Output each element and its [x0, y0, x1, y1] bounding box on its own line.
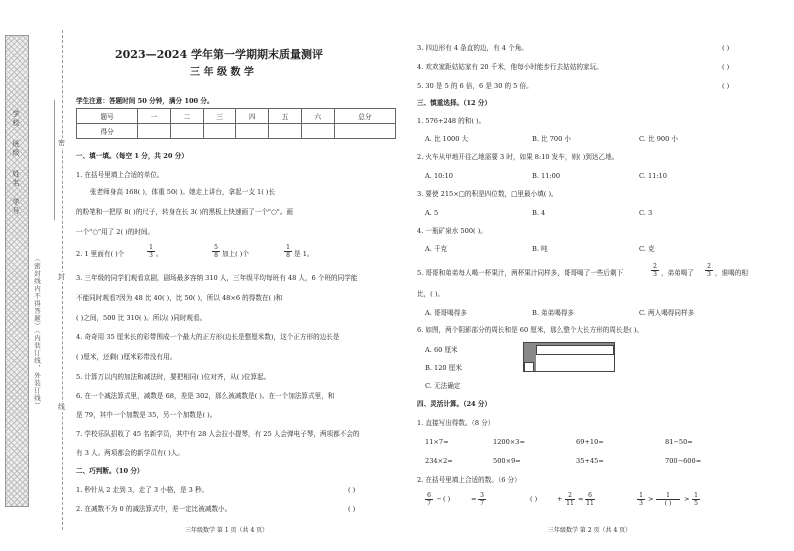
- q1-line-1: 张老师身高 168( )，体重 50( )。她走上讲台，拿起一支 1( )长: [90, 188, 276, 196]
- fraction-denominator: 11: [586, 500, 594, 507]
- choice-5-part-b: ，弟弟喝了: [661, 269, 694, 277]
- judge-3: 3. 四边形有 4 条直的边，有 4 个角。: [417, 44, 528, 52]
- choice-1: 1. 576+248 的和( )。: [417, 117, 486, 125]
- score-header-cell: 三: [203, 109, 236, 124]
- score-header-cell: 二: [170, 109, 203, 124]
- corner-square: [524, 362, 534, 372]
- fraction-denominator: 7: [478, 499, 486, 507]
- choice-5-line-2: 比，( )。: [417, 290, 445, 298]
- section-3-title: 三、慎重选择。（12 分）: [417, 99, 492, 107]
- fraction-numerator: 1: [666, 492, 670, 499]
- score-header-cell: 四: [236, 109, 269, 124]
- choice-4-option-c[interactable]: C. 克: [639, 245, 655, 253]
- fraction-denominator: 5: [692, 499, 700, 507]
- fraction-denominator: 3: [147, 251, 155, 259]
- q4-line-1: 4. 奇奇用 35 厘米长的彩带围成一个最大的正方形(边长是整厘米数)，这个正方形的边长是: [76, 333, 340, 341]
- q7-line-1: 7. 学校乐队招收了 45 名新学员，其中有 28 人会拉小提琴，有 25 人会弹电子琴，两项都不会的: [76, 430, 360, 438]
- choice-4-option-a[interactable]: A. 千克: [425, 245, 448, 253]
- fraction-denominator: 8: [284, 251, 292, 259]
- fraction-numerator: 1: [694, 492, 698, 499]
- label-number: 学 号: [12, 198, 20, 215]
- choice-6-option-a[interactable]: A. 60 厘米: [425, 346, 458, 354]
- fraction-denominator: 3: [651, 270, 659, 278]
- calc-item[interactable]: 11×7=: [425, 438, 449, 446]
- fraction-6-7: [425, 492, 433, 507]
- score-header-cell: 总分: [334, 109, 395, 124]
- white-inner-top: [536, 345, 614, 355]
- fraction-1-3: [637, 492, 645, 507]
- score-row-label: 得分: [77, 124, 138, 139]
- choice-6-option-c[interactable]: C. 无法确定: [425, 382, 461, 390]
- judge-2-answer[interactable]: ( ): [348, 505, 356, 513]
- rectangle-figure: [523, 342, 615, 372]
- binding-strip: [5, 35, 29, 507]
- seal-char-2: 封: [58, 273, 65, 281]
- calc-1-title: 1. 直接写出得数。（8 分）: [417, 419, 495, 427]
- judge-5-answer[interactable]: ( ): [722, 82, 730, 90]
- calc-item[interactable]: 35+45=: [576, 457, 604, 465]
- score-cell[interactable]: [170, 124, 203, 139]
- fill-area[interactable]: [30, 100, 55, 220]
- fraction-numerator: 1: [639, 492, 643, 499]
- section-1-title: 一、填一填。（每空 1 分，共 20 分）: [76, 152, 188, 160]
- choice-2-option-b[interactable]: B. 11:00: [532, 172, 561, 180]
- calc-item[interactable]: 81−50=: [665, 438, 693, 446]
- fraction-1-3: [147, 244, 155, 259]
- calc-2-title: 2. 在括号里填上合适的数。（6 分）: [417, 476, 521, 484]
- score-header-cell: 五: [269, 109, 302, 124]
- fraction-denominator: 7: [425, 499, 433, 507]
- choice-3-option-b[interactable]: B. 4: [532, 209, 546, 217]
- fraction-2-3: [651, 263, 659, 278]
- label-class: 班 级: [12, 140, 20, 157]
- fraction-fill-1[interactable]: [425, 492, 525, 510]
- minus-sign: −: [436, 495, 442, 503]
- fraction-fill-2[interactable]: [530, 492, 630, 510]
- page-2-footer: 三年级数学 第 2 页（共 4 页）: [548, 527, 632, 534]
- fraction-numerator: 1: [286, 244, 290, 251]
- q2-part-c: 加上( )个: [222, 250, 250, 258]
- fraction-numerator: 5: [214, 244, 218, 251]
- label-name: 姓 名: [12, 170, 20, 187]
- section-4-title: 四、灵活计算。（24 分）: [417, 400, 492, 408]
- score-cell[interactable]: [334, 124, 395, 139]
- fraction-numerator: 2: [707, 263, 711, 270]
- choice-1-option-b[interactable]: B. 比 700 小: [532, 135, 572, 143]
- q6-line-2: 是 79，其中一个加数是 35，另一个加数是( )。: [76, 411, 217, 419]
- choice-2-option-a[interactable]: A. 10:10: [425, 172, 453, 180]
- fraction-numerator: 6: [427, 492, 431, 499]
- choice-1-option-c[interactable]: C. 比 900 小: [639, 135, 678, 143]
- score-cell[interactable]: [301, 124, 334, 139]
- choice-5-part-c: ，谁喝的相: [715, 269, 748, 277]
- choice-5-part-a: 5. 哥哥和弟弟每人喝一杯果汁，两杯果汁同样多，哥哥喝了一些后剩下: [417, 269, 624, 277]
- q2-part-a: 2. 1 里面有( )个: [76, 250, 125, 258]
- fraction-1-8: [284, 244, 292, 259]
- calc-item[interactable]: 500×9=: [493, 457, 521, 465]
- score-header-cell: 一: [138, 109, 171, 124]
- exam-title: 2023—2024 学年第一学期期末质量测评: [115, 48, 324, 61]
- fraction-numerator: 6: [588, 492, 592, 499]
- score-cell[interactable]: [269, 124, 302, 139]
- fraction-1-5: [692, 492, 700, 507]
- fraction-numerator: 3: [480, 492, 484, 499]
- fraction-numerator: 2: [653, 263, 657, 270]
- choice-5-option-b[interactable]: B. 弟弟喝得多: [532, 309, 575, 317]
- calc-item[interactable]: 234×2=: [425, 457, 453, 465]
- seal-char-3: 线: [58, 403, 65, 411]
- choice-6: 6. 如图，两个阴影部分的周长和是 60 厘米，那么整个大长方形的周长是( )。: [417, 326, 644, 334]
- fraction-2-11: [565, 492, 575, 507]
- fraction-numerator: 1: [149, 244, 153, 251]
- judge-1: 1. 秒针从 2 走到 3，走了 3 小格，是 3 秒。: [76, 486, 209, 494]
- judge-4-answer[interactable]: ( ): [722, 63, 730, 71]
- fraction-denominator: 11: [566, 500, 574, 507]
- q4-line-2: ( )厘米，还剩( )厘米彩带没有用。: [76, 353, 177, 361]
- greater-than-sign: >: [648, 495, 654, 503]
- choice-4-option-b[interactable]: B. 吨: [532, 245, 548, 253]
- equals-sign: =: [578, 495, 584, 503]
- section-2-title: 二、巧判断。（10 分）: [76, 467, 144, 475]
- q2-part-d: 是 1。: [294, 250, 314, 258]
- calc-item[interactable]: 700−600=: [665, 457, 702, 465]
- q1-line-3: 一个"○"用了 2( )的时间。: [76, 228, 155, 236]
- fraction-5-8: [212, 244, 220, 259]
- equals-sign: =: [471, 495, 477, 503]
- judge-3-answer[interactable]: ( ): [722, 44, 730, 52]
- score-cell[interactable]: [236, 124, 269, 139]
- exam-subtitle: 三 年 级 数 学: [190, 67, 254, 78]
- judge-5: 5. 30 是 5 的 6 倍，6 是 30 的 5 倍。: [417, 82, 533, 90]
- score-header-cell: 六: [301, 109, 334, 124]
- judge-1-answer[interactable]: ( ): [348, 486, 356, 494]
- score-cell[interactable]: [203, 124, 236, 139]
- score-cell[interactable]: [138, 124, 171, 139]
- answer-blank[interactable]: ( ): [656, 499, 680, 507]
- fraction-denominator: 3: [705, 270, 713, 278]
- fraction-numerator: 2: [568, 492, 572, 499]
- calc-item[interactable]: 69+10=: [576, 438, 604, 446]
- score-header-cell: 题号: [77, 109, 138, 124]
- choice-3: 3. 要使 215×□的积是四位数，□里最小填( )。: [417, 190, 558, 198]
- answer-blank[interactable]: ( ): [530, 495, 538, 503]
- calc-item[interactable]: 1200×3=: [493, 438, 526, 446]
- plus-sign: +: [557, 495, 563, 503]
- choice-2: 2. 火车从甲地开往乙地需要 3 时，如果 8:10 发车，则( )到达乙地。: [417, 153, 619, 161]
- fraction-6-11: [585, 492, 595, 507]
- choice-5-option-c[interactable]: C. 两人喝得同样多: [639, 309, 695, 317]
- choice-1-option-a[interactable]: A. 比 1000 大: [425, 135, 469, 143]
- q3-line-1: 3. 三年级的同学们观看京剧，剧场最多容纳 310 人，三年级平均每班有 48 人，6 个班的同学能: [76, 274, 358, 282]
- binding-note: （密封线内不得答题）（内装订线，外装订线）: [33, 255, 41, 410]
- label-school: 学 校: [12, 110, 20, 127]
- answer-blank[interactable]: ( ): [443, 495, 451, 503]
- q3-line-3: ( )之间，500 比 310( )。所以( )同时观看。: [76, 314, 207, 322]
- q1-line-2: 的粉笔和一把厚 8( )的尺子，转身在长 3( )的黑板上快速画了一个"○"。画: [76, 208, 293, 216]
- seal-char-1: 密: [58, 139, 65, 147]
- q1-stem: 1. 在括号里填上合适的单位。: [76, 171, 164, 179]
- choice-6-option-b[interactable]: B. 120 厘米: [425, 364, 462, 372]
- page-1-footer: 三年级数学 第 1 页（共 4 页）: [185, 527, 269, 534]
- student-notice: 学生注意：答题时间 50 分钟，满分 100 分。: [76, 97, 214, 105]
- fraction-denominator: 3: [637, 499, 645, 507]
- choice-5-option-a[interactable]: A. 哥哥喝得多: [425, 309, 467, 317]
- greater-than-sign: >: [684, 495, 690, 503]
- fraction-denominator: 8: [212, 251, 220, 259]
- choice-4: 4. 一瓶矿泉水 500( )。: [417, 227, 487, 235]
- choice-2-option-c[interactable]: C. 11:10: [639, 172, 668, 180]
- q2-part-b: 。: [156, 250, 163, 258]
- choice-3-option-c[interactable]: C. 3: [639, 209, 653, 217]
- score-table: [76, 108, 396, 139]
- q3-line-2: 不能同时观看?因为 48 比 40( )，比 50( )，所以 48×6 的得数在( )和: [76, 294, 283, 302]
- judge-2: 2. 在减数不为 0 的减法算式中，差一定比被减数小。: [76, 505, 232, 513]
- choice-3-option-a[interactable]: A. 5: [425, 209, 439, 217]
- judge-4: 4. 欢欢家距姑姑家有 20 千米，他每小时能步行去姑姑的家玩。: [417, 63, 603, 71]
- q6-line-1: 6. 在一个减法算式里，减数是 68，差是 302，那么被减数是( )。在一个加法算式里，和: [76, 392, 335, 400]
- q5: 5. 计算万以内的加法和减法时，要把相同( )位对齐，从( )位算起。: [76, 373, 271, 381]
- fraction-3-7: [478, 492, 486, 507]
- fraction-fill-3[interactable]: [637, 492, 747, 510]
- fraction-blank-denominator: [656, 492, 680, 507]
- q7-line-2: 有 3 人。两项都会的新学员有( )人。: [76, 449, 184, 457]
- fraction-2-3: [705, 263, 713, 278]
